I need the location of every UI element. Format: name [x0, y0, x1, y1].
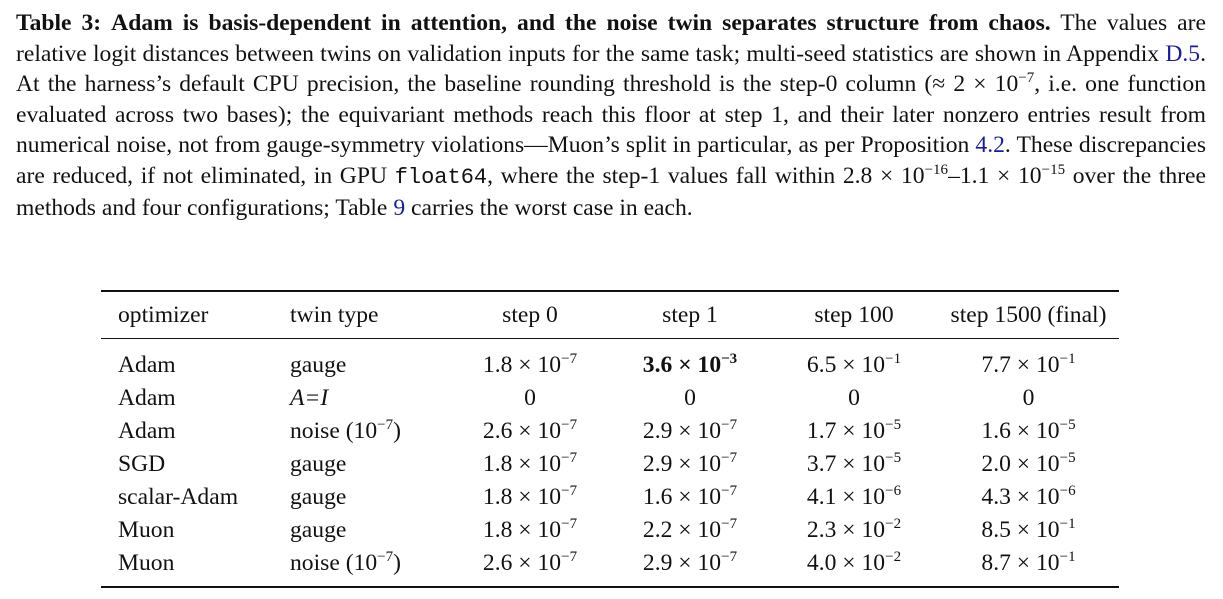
cell-value [770, 339, 938, 383]
caption-text: over the three methods and four configurations; Table [16, 162, 1206, 221]
value-mantissa: 3.6 × 10 [642, 352, 722, 378]
value-exponent: −7 [561, 450, 578, 466]
cell-value [450, 415, 610, 448]
caption-text: carries the worst case in each. [405, 195, 693, 221]
header-twin-type: twin type [290, 301, 379, 328]
cell-value [610, 339, 770, 383]
value-mantissa: 1.8 × 10 [482, 484, 562, 510]
caption-exponent: −15 [1041, 161, 1066, 178]
value-exponent: −7 [561, 483, 578, 499]
cell-optimizer: Adam [118, 418, 176, 444]
table-link[interactable]: 9 [393, 195, 406, 221]
table-row [101, 547, 1119, 587]
value-exponent: −7 [561, 516, 578, 532]
header-step-1: step 1 [662, 301, 718, 328]
cell-value [770, 415, 938, 448]
value-mantissa: 1.8 × 10 [482, 352, 562, 378]
cell-optimizer: scalar-Adam [118, 484, 239, 510]
cell-optimizer: Muon [118, 550, 175, 576]
header-step-1500: step 1500 (final) [950, 301, 1107, 328]
cell-value [938, 448, 1119, 481]
twin-type-text: gauge [290, 484, 347, 510]
cell-twin-type [280, 547, 450, 587]
caption-text: –1.1 × 10 [948, 162, 1042, 189]
caption-exponent: −7 [1018, 70, 1035, 86]
twin-type-text: noise (10 [290, 418, 378, 444]
value-mantissa: 1.7 × 10 [806, 418, 886, 444]
value-mantissa: 8.7 × 10 [981, 550, 1060, 576]
cell-twin-type [280, 339, 450, 383]
twin-type-text: gauge [290, 352, 347, 378]
cell-value [770, 481, 938, 514]
value-exponent: −5 [885, 450, 902, 466]
caption-text: The values are relative logit distances between twins on validation inputs for the same task; multi-seed statistics are shown in Appendix [16, 10, 1206, 67]
cell-value [450, 514, 610, 547]
cell-value [610, 514, 770, 547]
value-mantissa: 4.1 × 10 [806, 484, 886, 510]
cell-value [938, 415, 1119, 448]
header-step-100: step 100 [814, 301, 894, 328]
cell-optimizer: Adam [118, 352, 176, 378]
value-mantissa: 7.7 × 10 [981, 352, 1060, 378]
value-mantissa: 2.3 × 10 [806, 517, 886, 543]
value-exponent: −7 [721, 483, 738, 499]
twin-type-text: noise (10 [290, 550, 378, 576]
value-mantissa: 0 [848, 385, 860, 411]
appendix-link[interactable]: D.5 [1165, 40, 1201, 67]
header-optimizer: optimizer [118, 301, 209, 328]
twin-type-suffix: ) [393, 550, 401, 576]
caption-exponent: −16 [924, 161, 949, 178]
caption-text: . At the harness’s default CPU precision, the baseline rounding threshold is the step-0 column (≈ 2 × 10 [16, 40, 1206, 97]
table-body [101, 339, 1119, 588]
table-row [101, 339, 1119, 383]
caption-text: , i.e. one function evaluated across two bases); the equivariant methods reach this floor at step 1, and their later nonzero entries result from numerical noise, not from gauge-symmetry violations—Muon’s split in particular, as per Proposition [16, 71, 1206, 158]
value-exponent: −7 [561, 417, 578, 433]
value-exponent: −1 [1059, 549, 1076, 565]
value-exponent: −5 [1059, 450, 1076, 466]
cell-value [770, 514, 938, 547]
value-mantissa: 1.8 × 10 [482, 517, 562, 543]
value-exponent: −2 [885, 516, 902, 532]
value-exponent: −5 [1059, 417, 1076, 433]
caption-title: Adam is basis-dependent in attention, and the noise twin separates structure from chaos. [111, 10, 1051, 36]
value-mantissa: 1.6 × 10 [981, 418, 1060, 444]
value-mantissa: 3.7 × 10 [806, 451, 886, 477]
table-row [101, 481, 1119, 514]
table-caption [16, 8, 1206, 224]
caption-label: Table 3: [16, 10, 102, 36]
table-row [101, 415, 1119, 448]
cell-value [770, 547, 938, 587]
cell-value [770, 382, 938, 415]
value-mantissa: 1.6 × 10 [642, 484, 722, 510]
value-mantissa: 0 [1022, 385, 1035, 411]
cell-twin-type [280, 415, 450, 448]
value-mantissa: 1.8 × 10 [482, 451, 562, 477]
cell-value [610, 382, 770, 415]
value-exponent: −7 [721, 417, 738, 433]
value-mantissa: 2.6 × 10 [482, 550, 562, 576]
value-mantissa: 0 [684, 385, 696, 411]
cell-value [938, 547, 1119, 587]
table-header-row [101, 291, 1119, 339]
value-exponent: −7 [721, 516, 738, 532]
table-row [101, 382, 1119, 415]
caption-text: , where the step-1 values fall within 2.8 × 10 [487, 162, 925, 189]
cell-twin-type [280, 448, 450, 481]
cell-value [938, 339, 1119, 383]
cell-value [770, 448, 938, 481]
header-step-0: step 0 [502, 301, 558, 328]
proposition-link[interactable]: 4.2 [975, 132, 1005, 158]
cell-twin-type [280, 514, 450, 547]
cell-value [450, 339, 610, 383]
results-table [101, 290, 1119, 588]
cell-value [610, 547, 770, 587]
cell-value [450, 382, 610, 415]
cell-optimizer: Adam [118, 385, 176, 411]
cell-optimizer: SGD [118, 451, 166, 477]
table-row [101, 514, 1119, 547]
value-mantissa: 6.5 × 10 [806, 352, 886, 378]
cell-optimizer: Muon [118, 517, 175, 543]
cell-value [610, 481, 770, 514]
value-exponent: −1 [1059, 516, 1076, 532]
value-mantissa: 2.6 × 10 [482, 418, 562, 444]
cell-value [938, 382, 1119, 415]
value-exponent: −1 [885, 351, 902, 367]
twin-type-exponent: −7 [377, 549, 394, 565]
value-exponent: −1 [1059, 351, 1076, 367]
value-exponent: −6 [885, 483, 902, 499]
value-exponent: −7 [561, 549, 578, 565]
cell-value [938, 481, 1119, 514]
cell-value [610, 448, 770, 481]
value-exponent: −7 [721, 450, 738, 466]
value-mantissa: 2.2 × 10 [642, 517, 722, 543]
cell-twin-type [280, 481, 450, 514]
value-mantissa: 2.9 × 10 [642, 418, 722, 444]
twin-type-text: A=I [290, 385, 329, 411]
value-exponent: −5 [885, 417, 902, 433]
cell-value [938, 514, 1119, 547]
twin-type-text: gauge [290, 517, 347, 543]
cell-value [450, 547, 610, 587]
value-exponent: −6 [1059, 483, 1076, 499]
value-mantissa: 2.9 × 10 [642, 451, 722, 477]
value-exponent: −7 [721, 549, 738, 565]
cell-value [610, 415, 770, 448]
value-mantissa: 0 [524, 385, 536, 411]
value-exponent: −3 [721, 351, 738, 367]
cell-value [450, 481, 610, 514]
cell-twin-type [280, 382, 450, 415]
twin-type-suffix: ) [393, 418, 401, 444]
caption-text: . These discrepancies are reduced, if not eliminated, in GPU [16, 132, 1206, 189]
twin-type-exponent: −7 [377, 417, 394, 433]
value-mantissa: 8.5 × 10 [981, 517, 1060, 543]
value-mantissa: 4.0 × 10 [806, 550, 886, 576]
table-row [101, 448, 1119, 481]
twin-type-text: gauge [290, 451, 347, 477]
value-exponent: −7 [561, 351, 578, 367]
value-mantissa: 4.3 × 10 [981, 484, 1060, 510]
value-mantissa: 2.9 × 10 [642, 550, 722, 576]
value-exponent: −2 [885, 549, 902, 565]
value-mantissa: 2.0 × 10 [981, 451, 1060, 477]
cell-value [450, 448, 610, 481]
caption-code: float64 [394, 164, 488, 190]
